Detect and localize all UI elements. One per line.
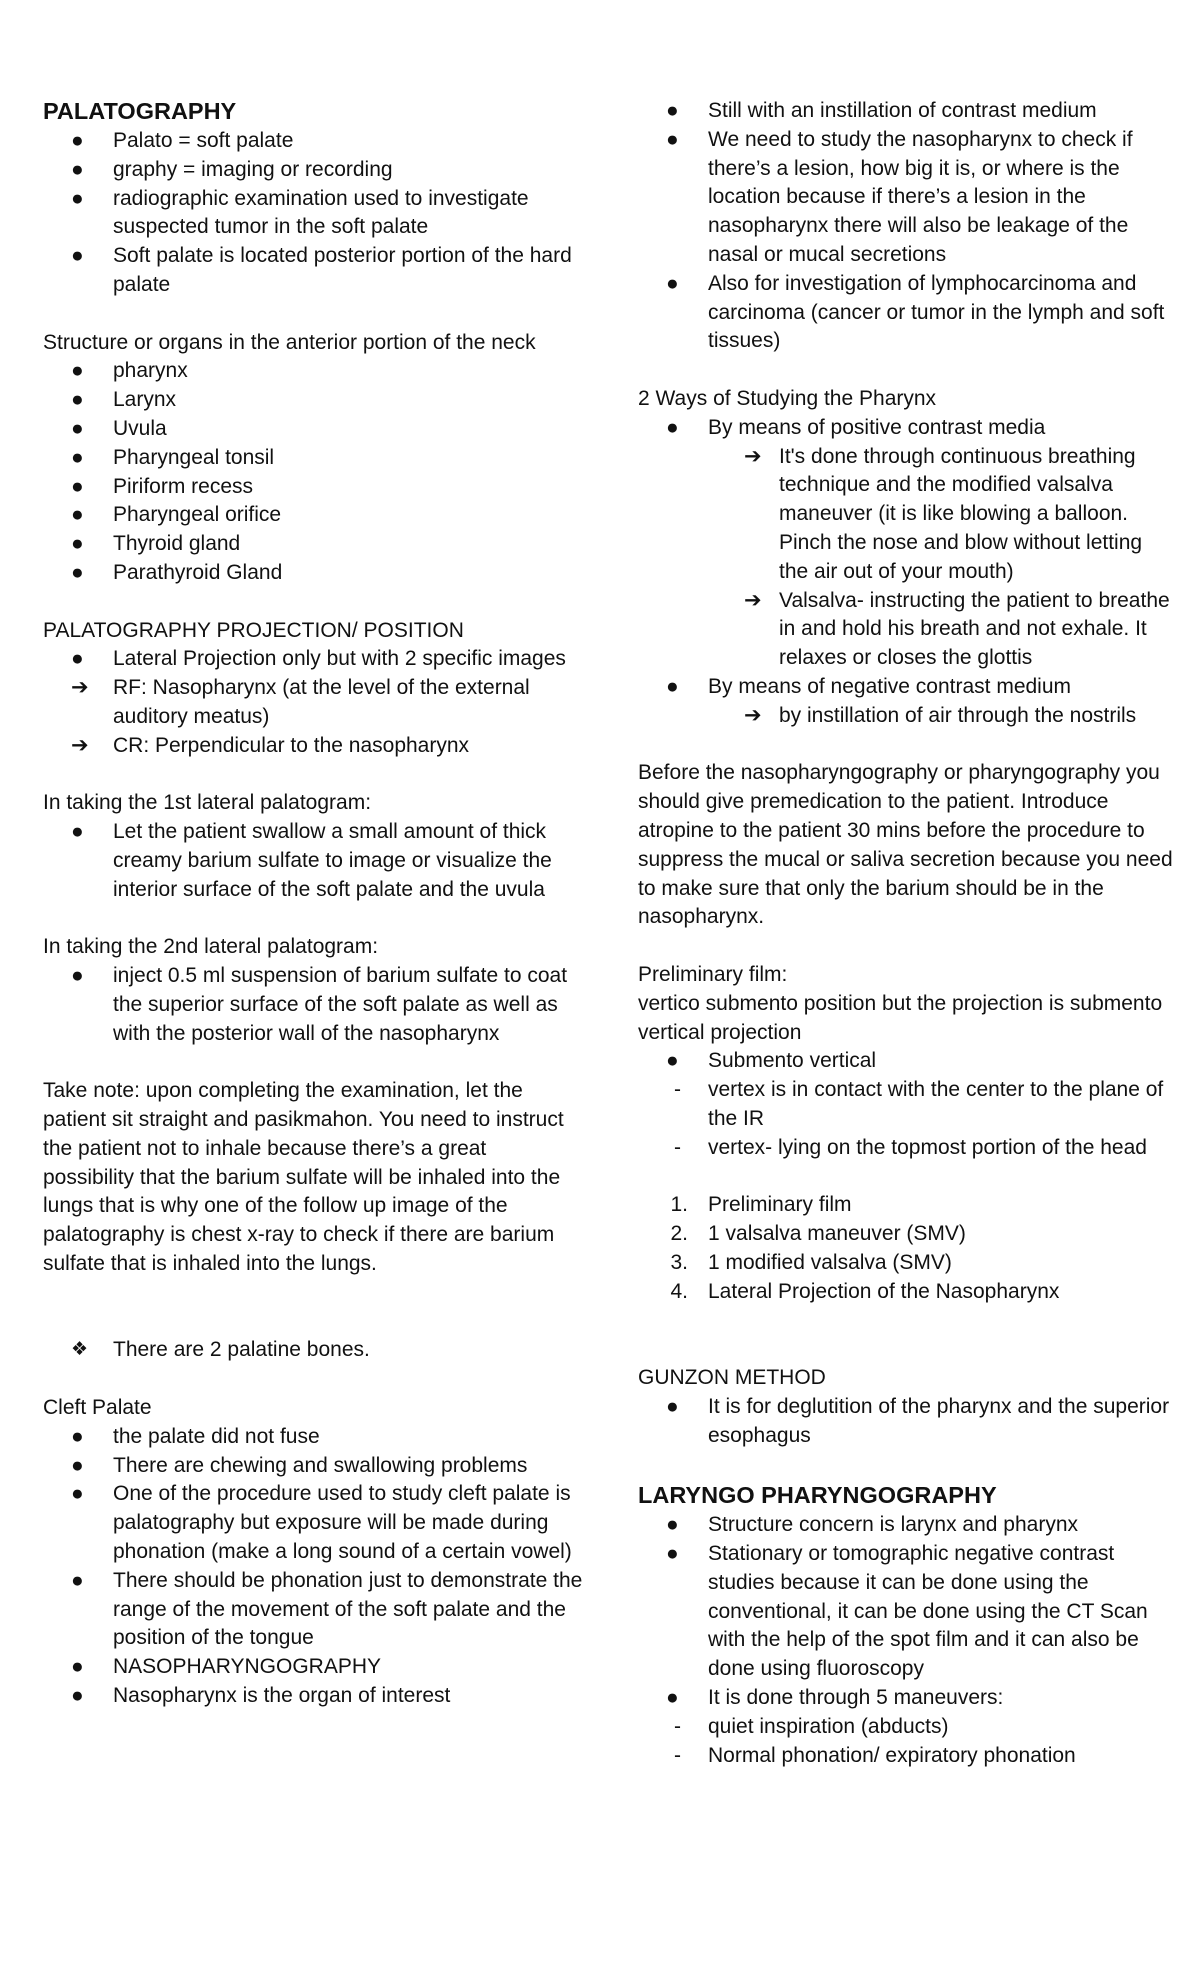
- list-item: ● Still with an instillation of contrast medium: [638, 97, 1173, 126]
- bullet-icon: ●: [71, 647, 84, 671]
- bullet-icon: ●: [71, 474, 84, 498]
- list-item: ● Nasopharynx is the organ of interest: [43, 1682, 583, 1711]
- arrow-icon: ➔: [744, 703, 762, 727]
- palatography-heading: PALATOGRAPHY: [43, 98, 237, 124]
- diamond-bullet-icon: ❖: [71, 1339, 89, 1361]
- bullet-icon: ●: [71, 532, 84, 556]
- second-palatogram-title: In taking the 2nd lateral palatogram:: [43, 935, 379, 959]
- list-item: ● NASOPHARYNGOGRAPHY: [43, 1653, 583, 1682]
- list-item: ➔ RF: Nasopharynx (at the level of the external auditory meatus): [71, 676, 530, 728]
- bullet-icon: ●: [71, 1568, 84, 1592]
- bullet-icon: ●: [71, 388, 84, 412]
- list-item: - vertex- lying on the topmost portion of the head: [638, 1134, 1173, 1163]
- list-item: ➔ by instillation of air through the nostrils: [638, 702, 1173, 731]
- list-item: ● We need to study the nasopharynx to check if there’s a lesion, how big it is, or where is the location because if there’s a lesion in the nasopharynx there will also be leakage of the nasal or mucal secretions: [666, 127, 1133, 266]
- list-item: ● graphy = imaging or recording: [43, 156, 583, 185]
- right-column: [638, 97, 1173, 1770]
- bullet-icon: ●: [666, 1513, 679, 1537]
- bullet-icon: ●: [666, 1542, 679, 1566]
- list-item: ● By means of negative contrast medium: [638, 673, 1173, 702]
- list-item: ● Piriform recess: [43, 473, 583, 502]
- numbered-item: 2. 1 valsalva maneuver (SMV): [670, 1222, 966, 1246]
- list-item: ● Palato = soft palate: [43, 127, 583, 156]
- list-item: ● It is for deglutition of the pharynx and the superior esophagus: [666, 1394, 1170, 1447]
- list-item: ● By means of positive contrast media: [638, 414, 1173, 443]
- left-column: [43, 95, 583, 1711]
- bullet-icon: ●: [71, 359, 84, 383]
- bullet-icon: ●: [71, 503, 84, 527]
- bullet-icon: ●: [71, 1453, 84, 1477]
- ways-title: 2 Ways of Studying the Pharynx: [638, 386, 937, 410]
- first-palatogram-title: In taking the 1st lateral palatogram:: [43, 791, 372, 815]
- list-item: ● Stationary or tomographic negative contrast studies because it can be done using the conventional, it can be done using the CT Scan with the help of the spot film and it can also be done using fluoroscopy: [666, 1542, 1148, 1681]
- list-item: ➔ CR: Perpendicular to the nasopharynx: [43, 732, 583, 761]
- list-item: ● inject 0.5 ml suspension of barium sulfate to coat the superior surface of the soft palate as well as with the posterior wall of the nasopharynx: [71, 964, 568, 1045]
- bullet-icon: ●: [71, 1684, 84, 1708]
- gunzon-title: GUNZON METHOD: [638, 1366, 826, 1390]
- list-item: ● It is done through 5 maneuvers:: [638, 1684, 1173, 1713]
- list-item: ● Uvula: [43, 415, 583, 444]
- premedication-paragraph: Before the nasopharyngography or pharyngography you should give premedication to the patient. Introduce atropine to the patient 30 mins before the procedure to suppress the mucal or saliva secretion because you need to make sure that only the barium should be in the nasopharynx.: [638, 761, 1173, 929]
- dash-icon: -: [674, 1135, 681, 1159]
- bullet-icon: ●: [71, 129, 84, 152]
- list-item: ● Soft palate is located posterior portion of the hard palate: [71, 244, 572, 296]
- bullet-icon: ●: [71, 560, 84, 584]
- bullet-icon: ●: [71, 1482, 84, 1506]
- list-item: ● Thyroid gland: [43, 530, 583, 559]
- list-item: ● Also for investigation of lymphocarcinoma and carcinoma (cancer or tumor in the lymph and soft tissues): [666, 271, 1165, 353]
- list-item: ● Lateral Projection only but with 2 specific images: [43, 645, 583, 674]
- list-item: ● Pharyngeal tonsil: [43, 444, 583, 473]
- bullet-icon: ●: [666, 1686, 679, 1710]
- list-item: ● the palate did not fuse: [43, 1423, 583, 1452]
- list-item: ❖ There are 2 palatine bones.: [43, 1336, 583, 1365]
- numbered-item: 4. Lateral Projection of the Nasopharynx: [670, 1279, 1060, 1303]
- list-item: ➔ It's done through continuous breathing technique and the modified valsalva maneuver (it is like blowing a balloon. Pinch the nose and blow without letting the air out of your mouth): [744, 444, 1143, 583]
- numbered-item: 3. 1 modified valsalva (SMV): [670, 1250, 952, 1274]
- list-item: ➔ Valsalva- instructing the patient to breathe in and hold his breath and not exhale. It relaxes or closes the glottis: [744, 588, 1170, 670]
- bullet-icon: ●: [71, 964, 84, 988]
- bullet-icon: ●: [666, 674, 679, 698]
- preliminary-text: vertico submento position but the projection is submento vertical projection: [638, 991, 1163, 1044]
- list-item: ● Pharyngeal orifice: [43, 501, 583, 530]
- laryngo-heading: LARYNGO PHARYNGOGRAPHY: [638, 1482, 997, 1509]
- arrow-icon: ➔: [71, 733, 89, 757]
- list-item: ● There should be phonation just to demonstrate the range of the movement of the soft palate and the position of the tongue: [71, 1568, 583, 1650]
- bullet-icon: ●: [71, 244, 84, 268]
- list-item: ● Parathyroid Gland: [43, 559, 583, 588]
- list-item: - quiet inspiration (abducts): [638, 1713, 1173, 1742]
- bullet-icon: ●: [666, 127, 679, 151]
- dash-icon: -: [674, 1743, 681, 1767]
- structures-intro: Structure or organs in the anterior portion of the neck: [43, 330, 536, 354]
- projection-title: PALATOGRAPHY PROJECTION/ POSITION: [43, 618, 464, 642]
- bullet-icon: ●: [666, 415, 679, 439]
- dash-icon: -: [674, 1714, 681, 1738]
- arrow-icon: ➔: [744, 444, 762, 468]
- bullet-icon: ●: [666, 1049, 679, 1073]
- list-item: - vertex is in contact with the center to the plane of the IR: [674, 1078, 1164, 1130]
- bullet-icon: ●: [71, 416, 84, 440]
- bullet-icon: ●: [71, 1424, 84, 1448]
- dash-icon: -: [674, 1078, 681, 1102]
- list-item: ● radiographic examination used to investigate suspected tumor in the soft palate: [71, 186, 529, 239]
- arrow-icon: ➔: [744, 588, 762, 612]
- cleft-palate-title: Cleft Palate: [43, 1396, 152, 1420]
- list-item: ● Structure concern is larynx and pharynx: [638, 1511, 1173, 1540]
- bullet-icon: ●: [71, 157, 84, 181]
- bullet-icon: ●: [666, 99, 679, 122]
- list-item: ● Submento vertical: [638, 1047, 1173, 1076]
- numbered-item: 1. Preliminary film: [670, 1193, 852, 1217]
- list-item: ● There are chewing and swallowing problems: [43, 1452, 583, 1481]
- bullet-icon: ●: [666, 271, 679, 295]
- bullet-icon: ●: [71, 186, 84, 210]
- bullet-icon: ●: [71, 1655, 84, 1679]
- take-note-paragraph: Take note: upon completing the examination, let the patient sit straight and pasikmahon. You need to instruct the patient not to inhale because there’s a great possibility that the barium sulfate will be inhaled into the lungs that is why one of the follow up image of the palatography is chest x-ray to check if there are barium sulfate that is inhaled into the lungs.: [43, 1079, 564, 1276]
- bullet-icon: ●: [71, 445, 84, 469]
- list-item: ● Larynx: [43, 386, 583, 415]
- bullet-icon: ●: [71, 820, 84, 844]
- bullet-icon: ●: [666, 1394, 679, 1418]
- list-item: ● One of the procedure used to study cleft palate is palatography but exposure will be made during phonation (make a long sound of a certain vowel): [71, 1482, 572, 1564]
- list-item: - Normal phonation/ expiratory phonation: [638, 1742, 1173, 1771]
- list-item: ● Let the patient swallow a small amount of thick creamy barium sulfate to image or visualize the interior surface of the soft palate and the uvula: [71, 820, 552, 901]
- arrow-icon: ➔: [71, 676, 89, 700]
- list-item: ● pharynx: [43, 357, 583, 386]
- preliminary-title: Preliminary film:: [638, 962, 788, 986]
